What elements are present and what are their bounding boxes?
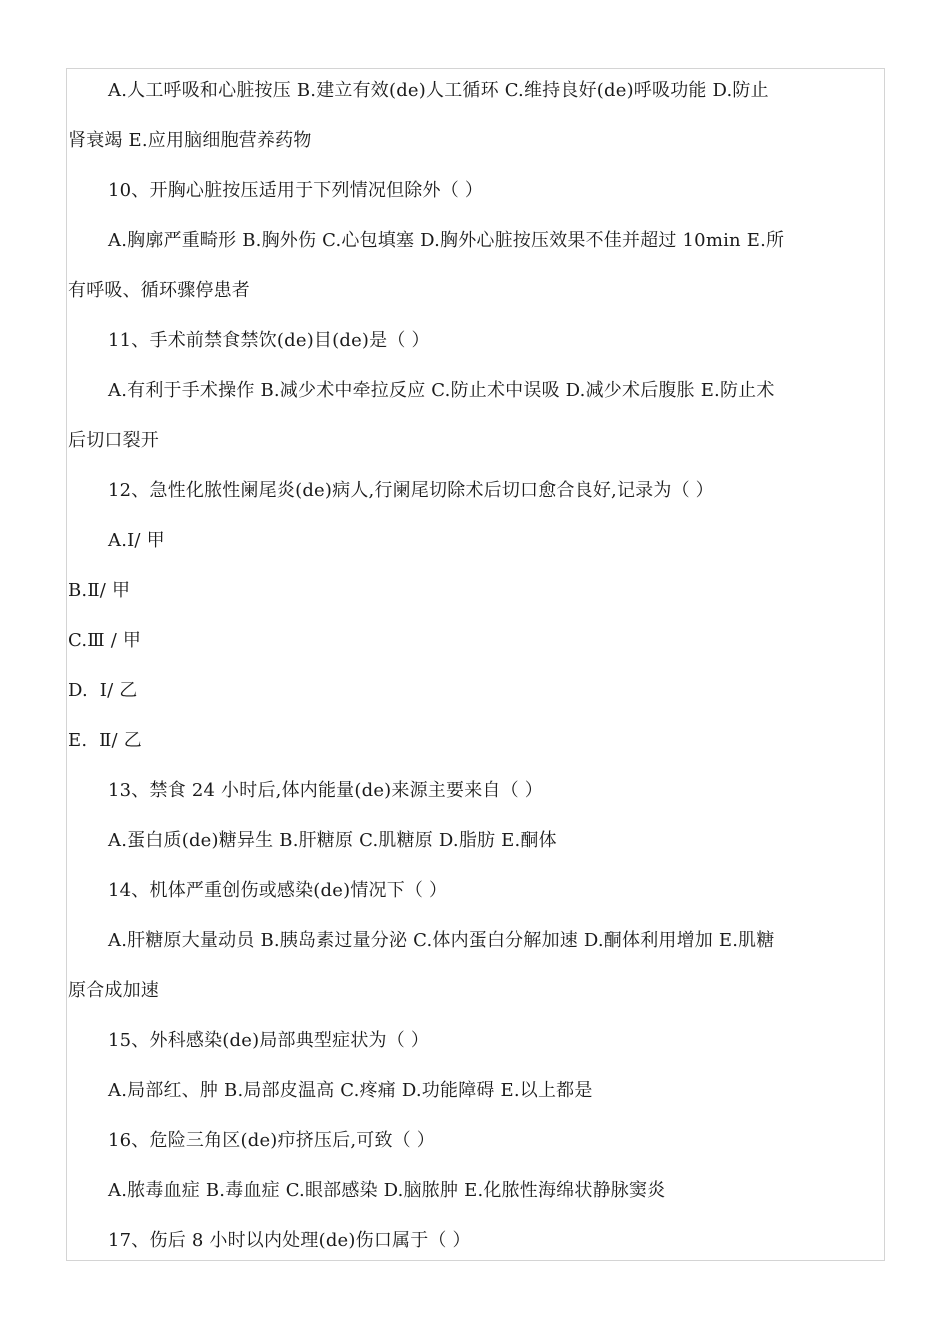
question-12: 12、急性化脓性阑尾炎(de)病人,行阑尾切除术后切口愈合良好,记录为（ ） bbox=[108, 480, 714, 501]
option-q12-b: B.Ⅱ/ 甲 bbox=[68, 580, 131, 601]
option-line-q9-cont: 肾衰竭 E.应用脑细胞营养药物 bbox=[68, 130, 312, 151]
option-q12-c: C.Ⅲ / 甲 bbox=[68, 630, 142, 651]
option-q12-e: E. Ⅱ/ 乙 bbox=[68, 730, 142, 751]
option-line-q14: A.肝糖原大量动员 B.胰岛素过量分泌 C.体内蛋白分解加速 D.酮体利用增加 E.肌糖 bbox=[108, 930, 775, 951]
option-line-q15: A.局部红、肿 B.局部皮温高 C.疼痛 D.功能障碍 E.以上都是 bbox=[108, 1080, 593, 1101]
question-13: 13、禁食 24 小时后,体内能量(de)来源主要来自（ ） bbox=[108, 780, 543, 801]
option-line-q11: A.有利于手术操作 B.减少术中牵拉反应 C.防止术中误吸 D.减少术后腹胀 E.防止术 bbox=[108, 380, 775, 401]
option-line-q16: A.脓毒血症 B.毒血症 C.眼部感染 D.脑脓肿 E.化脓性海绵状静脉窦炎 bbox=[108, 1180, 666, 1201]
question-11: 11、手术前禁食禁饮(de)目(de)是（ ） bbox=[108, 330, 430, 351]
option-line-q11-cont: 后切口裂开 bbox=[68, 430, 159, 451]
question-10: 10、开胸心脏按压适用于下列情况但除外（ ） bbox=[108, 180, 484, 201]
question-16: 16、危险三角区(de)疖挤压后,可致（ ） bbox=[108, 1130, 435, 1151]
option-line-q10: A.胸廓严重畸形 B.胸外伤 C.心包填塞 D.胸外心脏按压效果不佳并超过 10min E.所 bbox=[108, 230, 785, 251]
option-line-q14-cont: 原合成加速 bbox=[68, 980, 159, 1001]
option-line-q10-cont: 有呼吸、循环骤停患者 bbox=[68, 280, 250, 301]
option-line-q13: A.蛋白质(de)糖异生 B.肝糖原 C.肌糖原 D.脂肪 E.酮体 bbox=[108, 830, 557, 851]
option-q12-d: D. Ⅰ/ 乙 bbox=[68, 680, 138, 701]
question-15: 15、外科感染(de)局部典型症状为（ ） bbox=[108, 1030, 430, 1051]
option-line-q9: A.人工呼吸和心脏按压 B.建立有效(de)人工循环 C.维持良好(de)呼吸功能 D.防止 bbox=[108, 80, 769, 101]
option-q12-a: A.Ⅰ/ 甲 bbox=[108, 530, 165, 551]
question-14: 14、机体严重创伤或感染(de)情况下（ ） bbox=[108, 880, 448, 901]
question-17: 17、伤后 8 小时以内处理(de)伤口属于（ ） bbox=[108, 1230, 471, 1251]
